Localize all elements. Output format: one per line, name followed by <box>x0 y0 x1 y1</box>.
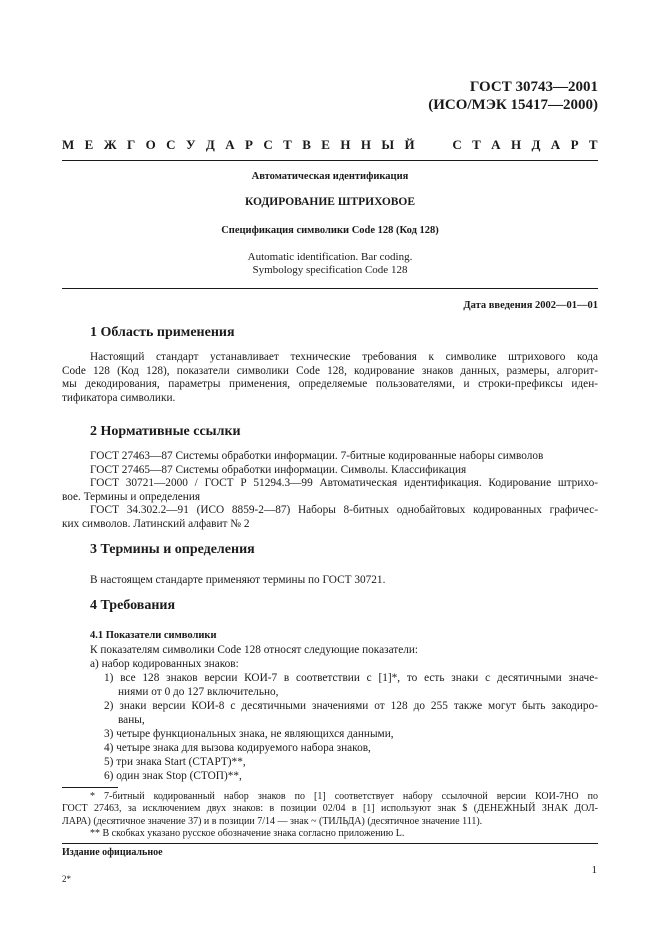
banner-letter: Р <box>245 137 253 152</box>
section-2-heading <box>90 424 241 440</box>
list-item-continued: ваны, <box>118 713 145 726</box>
reference-entry-continued: вое. Термины и определения <box>62 490 201 503</box>
banner-letter: Д <box>205 137 215 152</box>
interstate-standard-banner <box>62 137 598 153</box>
subsection-intro: К показателям символики Code 128 относят следующие показатели: <box>90 643 419 656</box>
title-divider <box>62 288 598 289</box>
banner-letter: Н <box>340 137 351 152</box>
list-item: 4) четыре знака для вызова кодируемого набора знаков, <box>104 741 371 754</box>
list-item: 2) знаки версии КОИ-8 с десятичными значениями от 128 до 255 также могут быть закодиро- <box>104 699 598 712</box>
footnote-line: * 7-битный кодированный набор знаков по [1] соответствует набору ссылочной версии КОИ-7НО по <box>90 791 598 802</box>
official-edition-label: Издание официальное <box>62 847 163 858</box>
section-heading: 2 Нормативные ссылки <box>90 424 241 439</box>
banner-letter: В <box>302 137 311 152</box>
document-subtitle: Спецификация символики Code 128 (Код 128) <box>221 225 439 236</box>
banner-letter <box>425 137 428 153</box>
english-title-line: Automatic identification. Bar coding. <box>247 251 413 263</box>
banner-letter: А <box>225 137 235 152</box>
paragraph-line: мы декодирования, параметры применения, определяемые пользователями, и строки-префиксы иден- <box>62 378 598 390</box>
banner-letter: Д <box>531 137 541 152</box>
paragraph-line: Настоящий стандарт устанавливает технические требования к символике штрихового кода <box>90 351 598 363</box>
section-heading: 1 Область применения <box>90 325 235 340</box>
english-title <box>62 251 598 277</box>
english-title-line: Symbology specification Code 128 <box>252 264 408 276</box>
banner-letter: Р <box>570 137 579 152</box>
list-item: 1) все 128 знаков версии КОИ-7 в соответствии с [1]*, то есть знаки с десятичными значе- <box>104 671 598 684</box>
top-divider <box>62 160 598 161</box>
section-3-body: В настоящем стандарте применяют термины по ГОСТ 30721. <box>90 574 386 586</box>
list-item: 6) один знак Stop (СТОП)**, <box>104 769 242 782</box>
banner-letter: Й <box>404 137 415 152</box>
banner-letter: О <box>145 137 156 152</box>
reference-entry: ГОСТ 27463—87 Системы обработки информации. 7-битные кодированные наборы символов <box>90 450 544 462</box>
banner-letter: А <box>550 137 561 152</box>
banner-letter: У <box>185 137 196 152</box>
section-1-body <box>62 351 598 405</box>
section-heading: 4 Требования <box>90 598 176 613</box>
banner-letter: Ж <box>103 137 117 152</box>
banner-letter: С <box>452 137 462 152</box>
section-heading: 3 Термины и определения <box>90 542 255 557</box>
footnote-line: ГОСТ 27463, за исключением двух знаков: в позиции 02/04 в [1] используют знак $ (ДЕНЕЖНЫЙ ЗНАК ДОЛ- <box>62 803 598 815</box>
banner-letter <box>439 137 442 153</box>
banner-letter: Е <box>84 137 94 152</box>
section-3-heading <box>90 542 255 558</box>
introduction-date: Дата введения 2002—01—01 <box>463 300 598 311</box>
title-category: Автоматическая идентификация <box>251 171 409 182</box>
banner-letter: Е <box>321 137 330 152</box>
banner-letter: Г <box>126 137 136 152</box>
list-item: а) набор кодированных знаков: <box>90 657 239 670</box>
section-1-heading <box>90 325 235 341</box>
paragraph-line: тификатора символики. <box>62 391 176 404</box>
banner-letter: Н <box>360 137 371 152</box>
reference-entry: ГОСТ 30721—2000 / ГОСТ Р 51294.3—99 Автоматическая идентификация. Кодирование штрихо- <box>90 477 598 489</box>
banner-letter: А <box>491 137 501 152</box>
section-4-heading <box>90 598 175 614</box>
banner-letter: Н <box>510 137 522 152</box>
footer-divider <box>62 843 598 844</box>
banner-letter: Т <box>472 137 481 152</box>
list-item-continued: ниями от 0 до 127 включительно, <box>118 685 279 698</box>
footnote-line: ** В скобках указано русское обозначение знака согласно приложению L. <box>90 828 405 840</box>
iso-equivalent: (ИСО/МЭК 15417—2000) <box>428 97 598 113</box>
banner-letter: Т <box>588 137 598 152</box>
section-2-body <box>62 450 598 531</box>
banner-letter: С <box>166 137 176 152</box>
footnote-line: ЛАРА) (десятичное значение 37) и в позиции 7/14 — знак ~ (ТИЛЬДА) (десятичное значение 111). <box>62 815 483 827</box>
section-4-1 <box>62 629 598 783</box>
document-title: КОДИРОВАНИЕ ШТРИХОВОЕ <box>244 196 416 208</box>
page-number: 1 <box>591 864 597 876</box>
standard-designation <box>428 78 598 114</box>
reference-entry: ГОСТ 34.302.2—91 (ИСО 8859-2—87) Наборы 8-битных однобайтовых кодированных графичес- <box>90 504 598 516</box>
reference-entry-continued: ких символов. Латинский алфавит № 2 <box>62 517 250 530</box>
list-item: 5) три знака Start (СТАРТ)**, <box>104 755 246 768</box>
print-signature-mark: 2* <box>62 874 71 884</box>
reference-entry: ГОСТ 27465—87 Системы обработки информации. Символы. Классификация <box>90 463 467 476</box>
banner-letter: М <box>62 137 75 152</box>
list-item: 3) четыре функциональных знака, не являющихся данными, <box>104 727 394 740</box>
footnote-divider <box>62 787 118 788</box>
paragraph-line: Code 128 (Код 128), показатели символики Code 128, кодирование знаков данных, размеры, алгорит- <box>62 364 598 377</box>
banner-letter: Т <box>283 137 292 152</box>
banner-letter: С <box>263 137 273 152</box>
banner-letter: Ы <box>381 137 395 152</box>
subsection-heading: 4.1 Показатели символики <box>90 630 217 641</box>
standard-number: ГОСТ 30743—2001 <box>469 79 598 95</box>
footnotes <box>62 791 598 841</box>
